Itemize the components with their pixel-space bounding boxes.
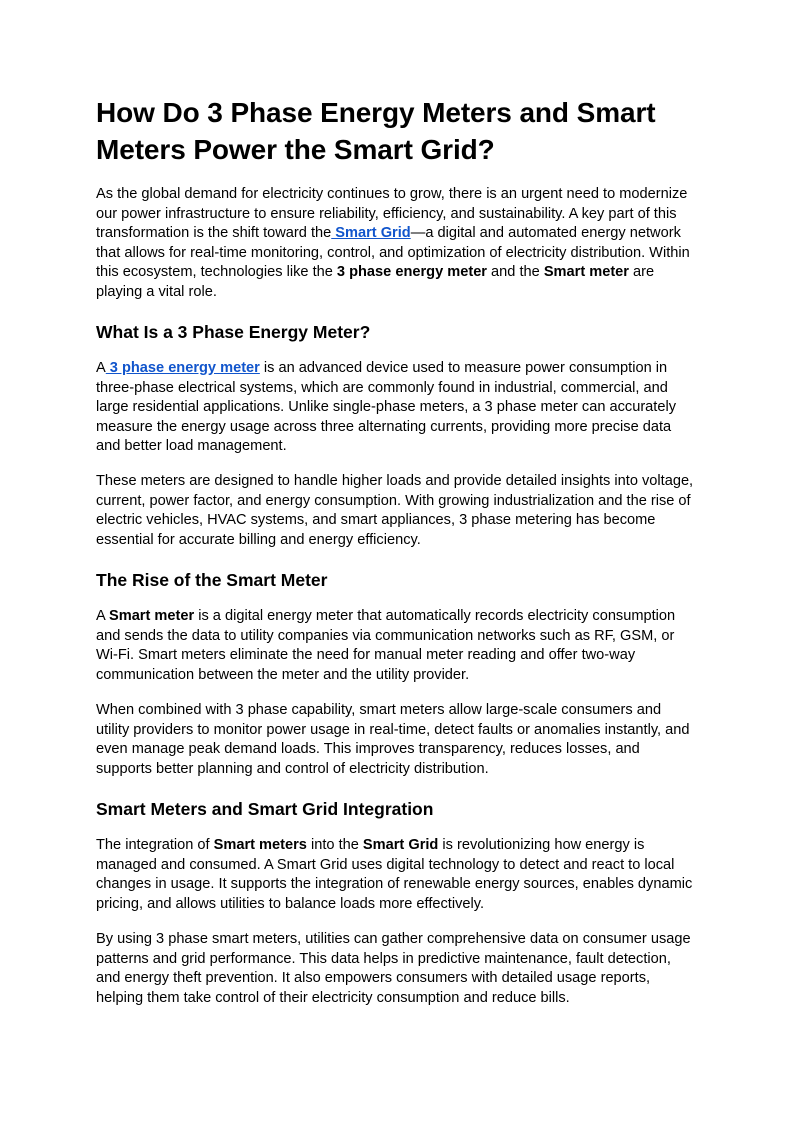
section2-paragraph-2: When combined with 3 phase capability, smart meters allow large-scale consumers and utility providers to monitor power usage in real-time, detect faults or anomalies instantly, and even manage peak demand loads. This improves transparency, reduces losses, and supports better planning and control of electricity distribution.	[96, 702, 690, 777]
s3p1-text-3: is revolutionizing how energy is managed and consumed. A Smart Grid uses digital technology to detect and react to local changes in usage. It supports the integration of renewable energy sources, enables dynamic pricing, and allows utilities to balance loads more effectively.	[96, 837, 693, 912]
s3p1-text-1: The integration of	[96, 837, 214, 853]
s3p1-bold-2: Smart Grid	[362, 837, 439, 853]
3-phase-energy-meter-link[interactable]: 3 phase energy meter	[105, 360, 260, 376]
intro-bold-2: Smart meter	[543, 264, 629, 280]
s2p1-text-2: is a digital energy meter that automatically records electricity consumption and sends the data to utility companies via communication networks such as RF, GSM, or Wi-Fi. Smart meters eliminate the need for manual meter reading and offer two-way communication between the meter and the utility provider.	[96, 608, 676, 683]
s2p1-bold-1: Smart meter	[108, 608, 195, 624]
section1-paragraph-2: These meters are designed to handle higher loads and provide detailed insights into voltage, current, power factor, and energy consumption. With growing industrialization and the rise of electric vehicles, HVAC systems, and smart appliances, 3 phase metering has become essential for accurate billing and energy efficiency.	[96, 473, 694, 548]
s3p1-bold-1: Smart meters	[213, 837, 307, 853]
intro-text-3: and the	[487, 264, 544, 280]
intro-bold-1: 3 phase energy meter	[336, 264, 487, 280]
s1p1-text-2: is an advanced device used to measure power consumption in three-phase electrical systems, which are commonly found in industrial, commercial, and large residential applications. Unlike single-phase meters, a 3 phase meter can accurately measure the energy usage across three alternating currents, providing more precise data and better load management.	[96, 360, 677, 454]
s2p1-text-1: A	[96, 608, 109, 624]
section1-heading: What Is a 3 Phase Energy Meter?	[96, 322, 371, 342]
intro-paragraph	[96, 185, 698, 302]
section2-heading: The Rise of the Smart Meter	[96, 570, 328, 590]
intro-text-4: are playing a vital role.	[96, 264, 655, 300]
intro-text-1: As the global demand for electricity continues to grow, there is an urgent need to modernize our power infrastructure to ensure reliability, efficiency, and sustainability. A key part of this transformation is the shift toward the	[96, 186, 688, 241]
page-title: How Do 3 Phase Energy Meters and Smart Meters Power the Smart Grid?	[96, 97, 656, 165]
intro-text-2: —a digital and automated energy network that allows for real-time monitoring, control, and optimization of electricity distribution. Within this ecosystem, technologies like the	[96, 225, 690, 280]
section3-paragraph-2: By using 3 phase smart meters, utilities can gather comprehensive data on consumer usage patterns and grid performance. This data helps in predictive maintenance, fault detection, and energy theft prevention. It also empowers consumers with detailed usage reports, helping them take control of their electricity consumption and reduce bills.	[96, 931, 691, 1006]
smart-grid-link[interactable]: Smart Grid	[331, 225, 411, 241]
s3p1-text-2: into the	[306, 837, 363, 853]
section2-paragraph-1	[96, 607, 698, 685]
section3-heading: Smart Meters and Smart Grid Integration	[96, 799, 434, 819]
s1p1-text-1: A	[96, 360, 106, 376]
section3-paragraph-1	[96, 836, 698, 914]
section1-paragraph-1	[96, 359, 698, 457]
